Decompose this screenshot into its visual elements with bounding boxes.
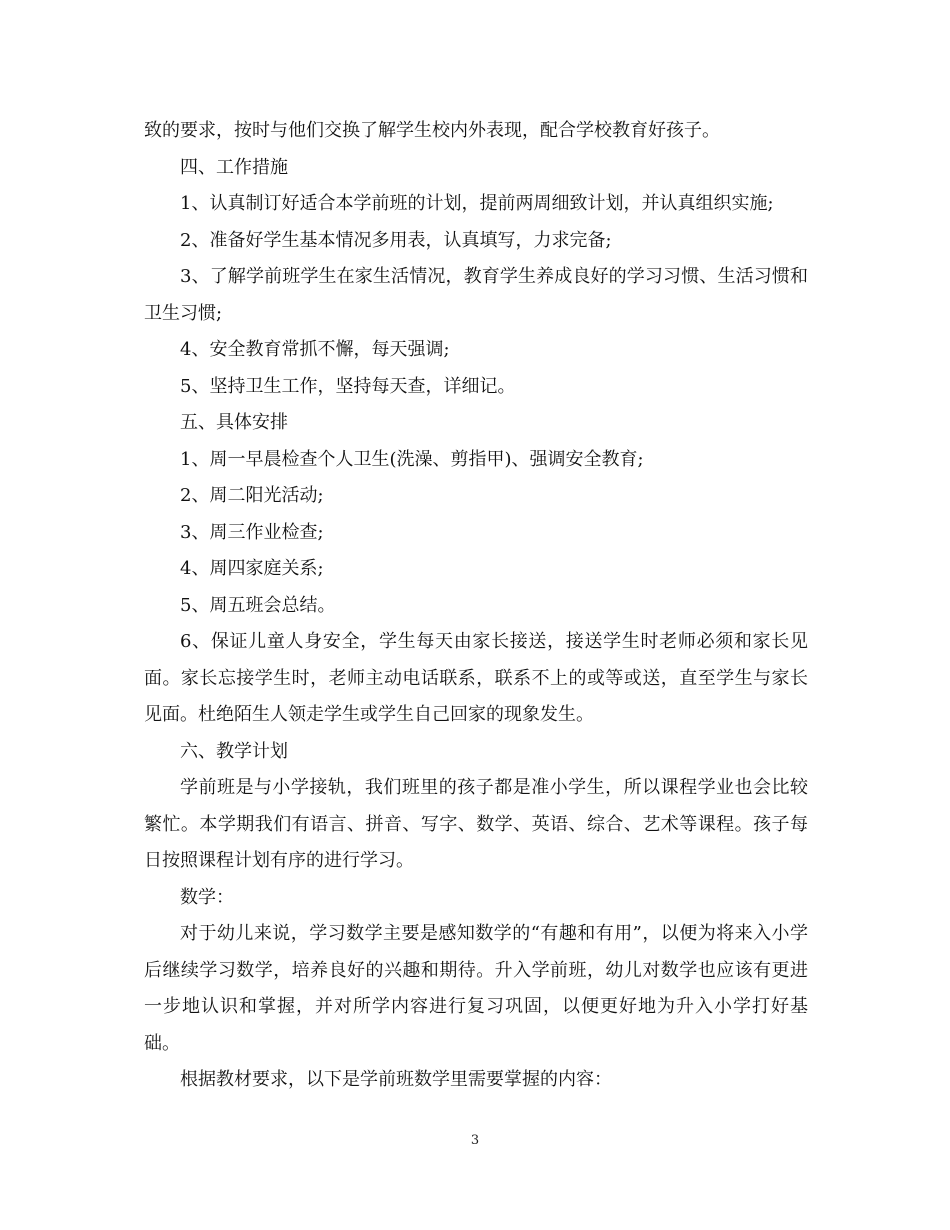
paragraph: 根据教材要求，以下是学前班数学里需要掌握的内容： [180, 1069, 612, 1090]
list-item: 5、坚持卫生工作，坚持每天查，详细记。 [180, 375, 516, 397]
paragraph: 对于幼儿来说，学习数学主要是感知数学的“有趣和有用”，以便为将来入小学后继续学习数学，培养良好的兴趣和期待。升入学前班，幼儿对数学也应该有更进一步地认识和掌握，并对所学内容进行复习巩固，以便更好地为升入小学打好基础。 [144, 923, 808, 1054]
list-item: 5、周五班会总结。 [180, 594, 336, 616]
paragraph: 学前班是与小学接轨，我们班里的孩子都是准小学生，所以课程学业也会比较繁忙。本学期我们有语言、拼音、写字、数学、英语、综合、艺术等课程。孩子每日按照课程计划有序的进行学习。 [144, 777, 808, 871]
subheading-math: 数学： [180, 886, 234, 908]
section-heading-schedule: 五、具体安排 [180, 412, 288, 433]
list-item: 2、周二阳光活动; [180, 485, 324, 506]
list-item: 1、认真制订好适合本学前班的计划，提前两周细致计划，并认真组织实施; [180, 193, 774, 214]
document-body [144, 113, 808, 1099]
list-item: 1、周一早晨检查个人卫生(洗澡、剪指甲)、强调安全教育; [180, 448, 644, 470]
section-heading-work-measures: 四、工作措施 [180, 156, 288, 178]
page-number: 3 [470, 1133, 480, 1148]
list-item: 6、保证儿童人身安全，学生每天由家长接送，接送学生时老师必须和家长见面。家长忘接学生时，老师主动电话联系，联系不上的或等或送，直至学生与家长见面。杜绝陌生人领走学生或学生自己回家的现象发生。 [144, 631, 808, 725]
list-item: 3、周三作业检查; [180, 521, 324, 543]
list-item: 4、安全教育常抓不懈，每天强调; [180, 339, 450, 360]
section-heading-teaching-plan: 六、教学计划 [180, 740, 288, 762]
paragraph: 致的要求，按时与他们交换了解学生校内外表现，配合学校教育好孩子。 [144, 120, 720, 141]
list-item: 2、准备好学生基本情况多用表，认真填写，力求完备; [180, 229, 612, 251]
list-item: 3、了解学前班学生在家生活情况，教育学生养成良好的学习习惯、生活习惯和卫生习惯; [144, 266, 808, 324]
list-item: 4、周四家庭关系; [180, 558, 324, 579]
